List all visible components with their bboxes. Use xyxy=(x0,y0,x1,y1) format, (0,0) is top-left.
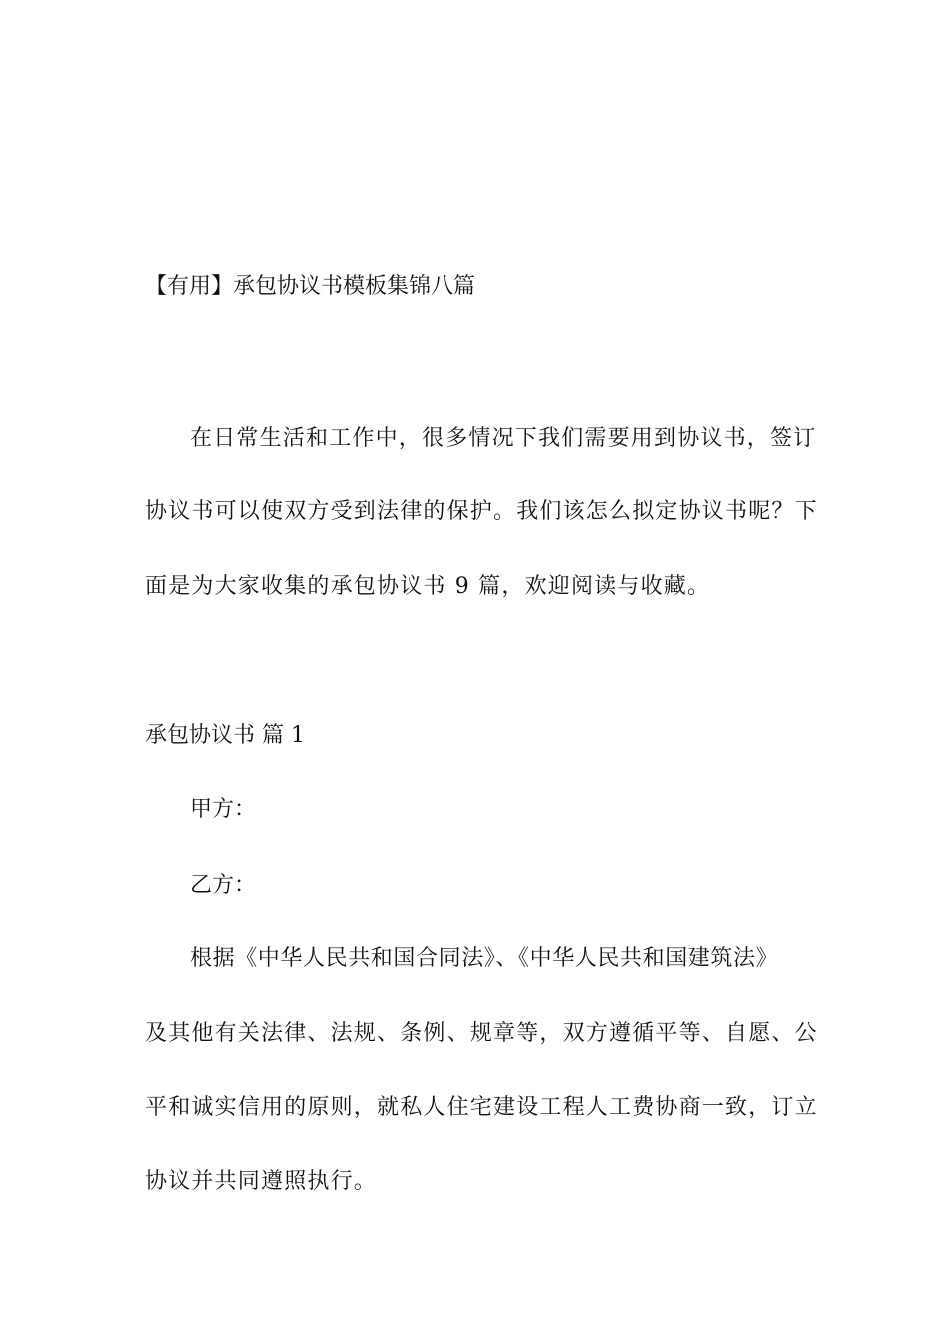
basis-paragraph-line-3: 平和诚实信用的原则，就私人住宅建设工程人工费协商一致，订立 xyxy=(145,1095,818,1120)
intro-paragraph-line-3: 面是为大家收集的承包协议书 9 篇，欢迎阅读与收藏。 xyxy=(145,574,711,599)
basis-paragraph-line-4: 协议并共同遵照执行。 xyxy=(145,1169,378,1194)
party-a-label: 甲方： xyxy=(190,797,257,822)
section-heading: 承包协议书 篇 1 xyxy=(145,723,305,748)
party-b-label: 乙方： xyxy=(190,873,257,898)
document-title: 【有用】承包协议书模板集锦八篇 xyxy=(145,274,476,299)
basis-paragraph-line-1: 根据《中华人民共和国合同法》、《中华人民共和国建筑法》 xyxy=(190,946,779,971)
intro-paragraph-line-1: 在日常生活和工作中，很多情况下我们需要用到协议书，签订 xyxy=(190,426,817,451)
intro-paragraph-line-2: 协议书可以使双方受到法律的保护。我们该怎么拟定协议书呢？下 xyxy=(145,499,818,524)
basis-paragraph-line-2: 及其他有关法律、法规、条例、规章等，双方遵循平等、自愿、公 xyxy=(145,1021,818,1046)
